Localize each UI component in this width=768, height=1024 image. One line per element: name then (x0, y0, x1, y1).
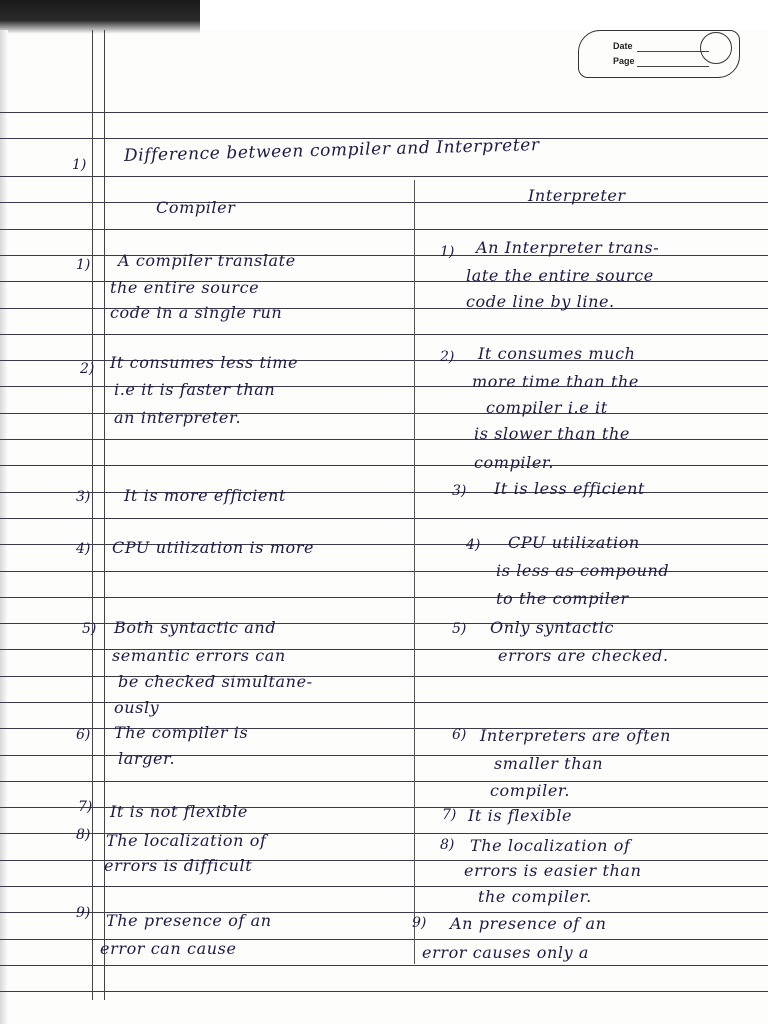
margin-line-outer (92, 30, 93, 1000)
date-line (637, 51, 709, 52)
compiler-point-line: A compiler translate (118, 251, 296, 270)
interpreter-point-line: It is flexible (468, 806, 573, 825)
ruled-line (0, 112, 768, 113)
compiler-point-number: 9) (76, 905, 91, 921)
interpreter-point-line: the compiler. (478, 887, 592, 906)
interpreter-point-line: more time than the (472, 372, 639, 391)
compiler-point-line: It is not flexible (110, 802, 248, 821)
interpreter-point-number: 7) (442, 807, 457, 823)
interpreter-point-line: It consumes much (478, 344, 636, 363)
page-line (637, 66, 709, 67)
compiler-point-line: i.e it is faster than (114, 380, 276, 399)
interpreter-point-line: smaller than (494, 754, 604, 773)
margin-line-inner (104, 30, 105, 1000)
compiler-point-line: error can cause (100, 939, 237, 958)
interpreter-point-number: 4) (466, 537, 481, 553)
ruled-line (0, 439, 768, 440)
compiler-point-line: The localization of (106, 831, 267, 850)
ruled-line (0, 886, 768, 887)
ruled-line (0, 597, 768, 598)
compiler-point-line: ously (114, 698, 160, 717)
compiler-point-number: 6) (76, 727, 91, 743)
compiler-point-number: 2) (80, 361, 95, 377)
date-box-swirl (700, 32, 732, 64)
ruled-line (0, 334, 768, 335)
ruled-line (0, 518, 768, 519)
compiler-point-number: 1) (76, 257, 91, 273)
compiler-point-line: errors is difficult (104, 856, 253, 875)
interpreter-point-number: 3) (452, 483, 467, 499)
compiler-point-line: semantic errors can (112, 646, 286, 665)
interpreter-point-line: compiler i.e it (486, 398, 608, 417)
interpreter-point-line: compiler. (490, 781, 571, 800)
column-header-compiler: Compiler (156, 198, 236, 217)
compiler-point-number: 8) (76, 827, 91, 843)
ruled-line (0, 755, 768, 756)
page-left-edge (0, 30, 8, 1024)
compiler-point-number: 3) (76, 489, 91, 505)
ruled-line (0, 492, 768, 493)
interpreter-point-line: is slower than the (474, 424, 630, 443)
interpreter-point-line: Interpreters are often (480, 726, 672, 745)
compiler-point-number: 5) (82, 621, 97, 637)
interpreter-point-line: compiler. (474, 453, 555, 472)
interpreter-point-number: 6) (452, 727, 467, 743)
interpreter-point-number: 9) (412, 915, 427, 931)
compiler-point-line: The compiler is (114, 723, 249, 742)
date-label: Date (613, 41, 633, 51)
heading-number: 1) (72, 157, 87, 173)
ruled-line (0, 465, 768, 466)
ruled-line (0, 991, 768, 992)
interpreter-point-number: 8) (440, 837, 455, 853)
compiler-point-line: code in a single run (110, 303, 283, 322)
interpreter-point-line: The localization of (470, 836, 631, 855)
interpreter-point-line: errors is easier than (464, 861, 642, 880)
page-title: Difference between compiler and Interpreter (123, 135, 540, 166)
compiler-point-line: be checked simultane- (118, 672, 313, 691)
compiler-point-line: Both syntactic and (114, 618, 277, 637)
ruled-line (0, 202, 768, 203)
compiler-point-line: larger. (118, 749, 176, 768)
compiler-point-line: the entire source (110, 278, 260, 297)
interpreter-point-line: is less as compound (496, 561, 670, 580)
interpreter-point-number: 1) (440, 244, 455, 260)
page-label: Page (613, 56, 635, 66)
compiler-point-line: It consumes less time (110, 353, 299, 372)
compiler-point-line: CPU utilization is more (112, 538, 315, 557)
interpreter-point-line: An presence of an (450, 914, 607, 933)
ruled-line (0, 176, 768, 177)
compiler-point-line: an interpreter. (114, 408, 242, 427)
compiler-point-line: It is more efficient (124, 486, 286, 505)
column-divider (414, 180, 415, 964)
page-top-shadow (0, 0, 200, 34)
interpreter-point-line: to the compiler (496, 589, 629, 608)
ruled-line (0, 676, 768, 677)
compiler-point-number: 7) (78, 799, 93, 815)
interpreter-point-line: late the entire source (466, 266, 654, 285)
interpreter-point-line: error causes only a (422, 943, 590, 962)
column-header-interpreter: Interpreter (528, 186, 626, 205)
interpreter-point-number: 2) (440, 349, 455, 365)
interpreter-point-line: code line by line. (466, 292, 615, 311)
ruled-line (0, 965, 768, 966)
interpreter-point-line: errors are checked. (498, 646, 669, 665)
interpreter-point-number: 5) (452, 621, 467, 637)
interpreter-point-line: An Interpreter trans- (476, 238, 660, 257)
compiler-point-number: 4) (76, 541, 91, 557)
interpreter-point-line: It is less efficient (494, 479, 646, 498)
ruled-line (0, 229, 768, 230)
compiler-point-line: The presence of an (106, 911, 272, 930)
interpreter-point-line: Only syntactic (490, 618, 615, 637)
ruled-line (0, 781, 768, 782)
interpreter-point-line: CPU utilization (508, 533, 640, 552)
